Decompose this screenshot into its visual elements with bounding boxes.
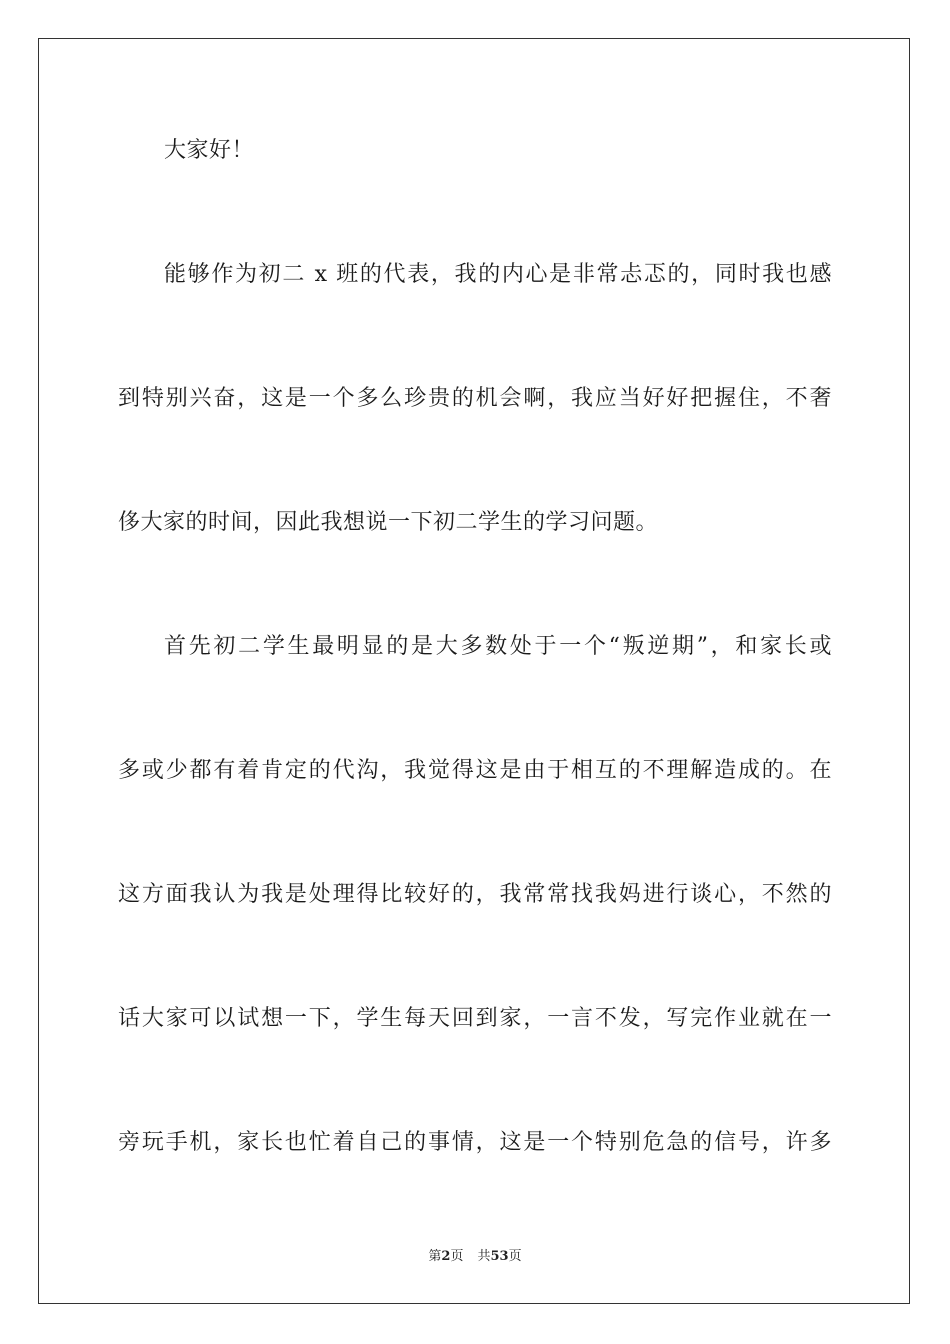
page-suffix: 页	[450, 1249, 464, 1264]
paragraph-line: 侈大家的时间，因此我想说一下初二学生的学习问题。	[118, 510, 659, 535]
paragraph-line: 这方面我认为我是处理得比较好的，我常常找我妈进行谈心，不然的	[118, 882, 832, 907]
greeting-line: 大家好！	[164, 138, 255, 163]
page-footer	[0, 1248, 950, 1266]
total-pages: 53	[490, 1249, 509, 1264]
page-prefix: 第	[428, 1249, 442, 1264]
paragraph-line: 到特别兴奋，这是一个多么珍贵的机会啊，我应当好好把握住，不奢	[118, 386, 832, 411]
total-prefix: 共	[477, 1249, 491, 1264]
paragraph-line: 能够作为初二 x 班的代表，我的内心是非常忐忑的，同时我也感	[164, 262, 832, 287]
paragraph-line: 首先初二学生最明显的是大多数处于一个“叛逆期”，和家长或	[164, 634, 832, 659]
page-border	[38, 38, 910, 1304]
page-number: 2	[441, 1249, 451, 1264]
total-suffix: 页	[508, 1249, 522, 1264]
paragraph-line: 多或少都有着肯定的代沟，我觉得这是由于相互的不理解造成的。在	[118, 758, 832, 783]
paragraph-line: 旁玩手机，家长也忙着自己的事情，这是一个特别危急的信号，许多	[118, 1130, 832, 1155]
paragraph-line: 话大家可以试想一下，学生每天回到家，一言不发，写完作业就在一	[118, 1006, 832, 1031]
